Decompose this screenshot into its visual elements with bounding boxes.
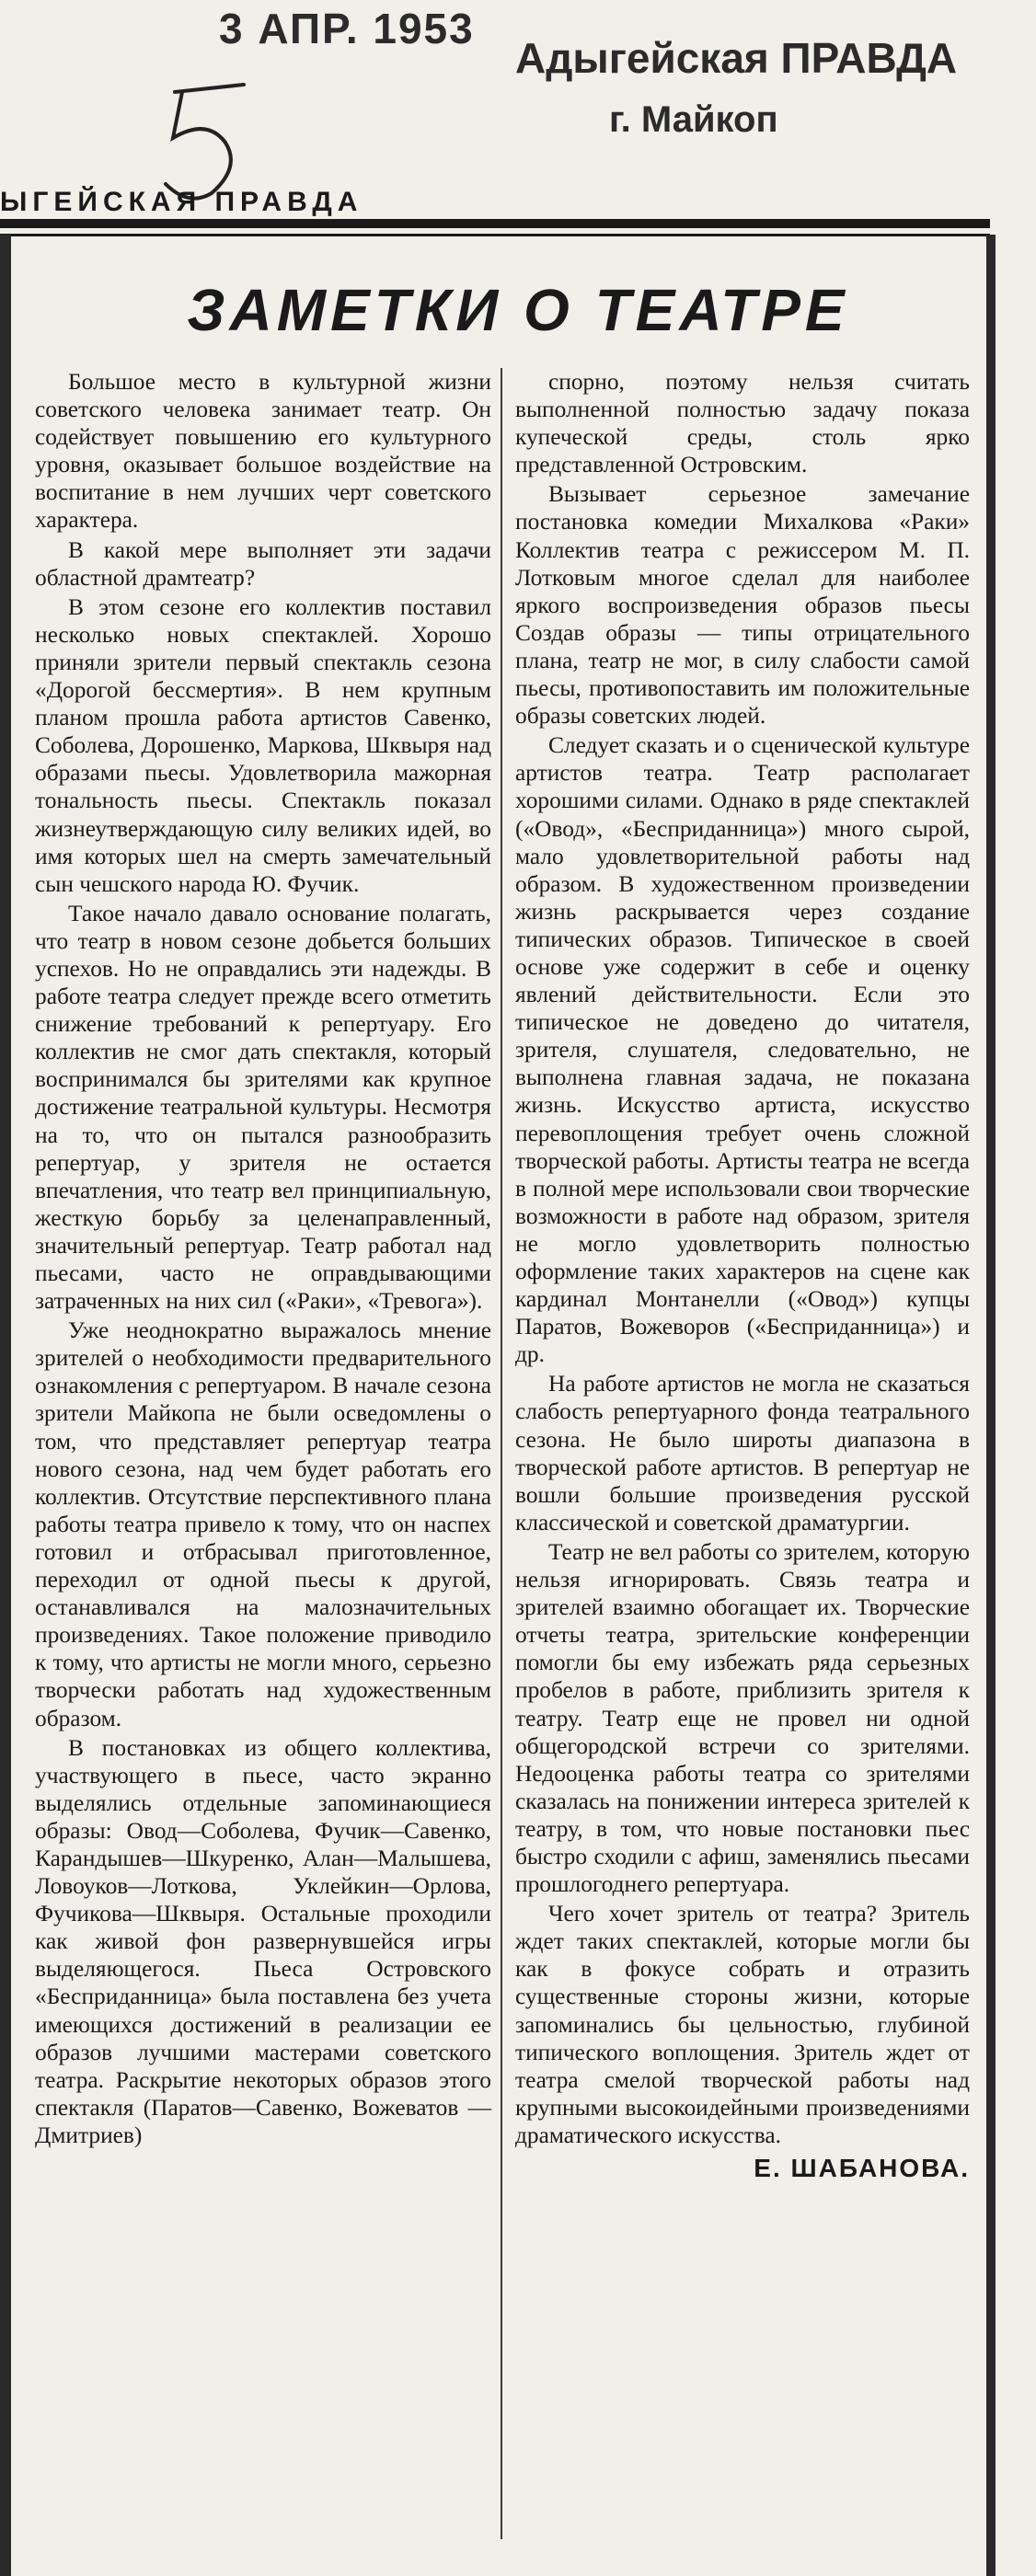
paragraph: В какой мере выполняет эти задачи областной драмтеатр? [35,536,491,591]
left-edge-border [0,235,11,2576]
paragraph: Чего хочет зритель от театра? Зритель ждет таких спектаклей, которые могли бы как в фокусе собрать и отразить существенные стороны жизни, которые запоминались бы цельностью, глубиной типического воплощения. Зритель ждет от театра смелой творческой работы над крупными высокоидейными произведениями драматического искусства. [515,1901,970,2148]
paragraph: спорно, поэтому нельзя считать выполненной полностью задачу показа купеческой среды, столь ярко представленной Островским. [515,369,970,478]
paragraph: В постановках из общего коллектива, участвующего в пьесе, часто экранно выделялись отдельные запоминающиеся образы: Овод—Соболева, Фучик—Савенко, Карандышев—Шкуренко, Алан—Малышева, Ловоуков—Лоткова, Уклейкин—Орлова, Фучикова—Шквыря. Остальные проходили как живой фон развернувшейся игры выделяющегося. Пьеса Островского «Бесприданница» была поставлена без учета имеющихся достижений в реализации ее образов лучшими мастерами советского театра. Раскрытие некоторых образов этого спектакля (Паратов—Савенко, Вожеватов — Дмитриев) [35,1734,491,2148]
city-stamp: г. Майкоп [609,99,778,140]
paragraph: Большое место в культурной жизни советского человека занимает театр. Он содействует повышению его культурного уровня, оказывает большое воздействие на воспитание в нем лучших черт советского характера. [35,369,491,534]
paragraph: Вызывает серьезное замечание постановка комедии Михалкова «Раки» Коллектив театра с режиссером М. П. Лотковым многое сделал для наиболее яркого воспроизведения образов пьесы Создав образы — типы отрицательного плана, театр не мог, в силу слабости самой пьесы, противопоставить им положительные образы советских людей. [515,481,970,730]
article-title: ЗАМЕТКИ О ТЕАТРЕ [187,277,849,343]
date-stamp: 3 АПР. 1953 [219,5,475,52]
author-signature: Е. ШАБАНОВА. [754,2154,970,2182]
paragraph: Следует сказать и о сценической культуре артистов театра. Театр располагает хорошими силами. Однако в ряде спектаклей («Овод», «Бесприданница») много сырой, мало удовлетворительной работы над образом. В художественном произведении жизнь раскрывается через создание типических образов. Типическое в своей основе уже содержит в себе и оценку явлений действительности. Если это типическое не доведено до читателя, зрителя, слушателя, следовательно, не выполнена главная задача, не показана жизнь. Искусство артиста, искусство перевоплощения требует очень сложной творческой работы. Артисты театра не всегда в полной мере использовали свои творческие возможности в работе над образом, зрителя не могло удовлетворить полностью оформление таких характеров на сцене как кардинал Монтанелли («Овод») купцы Паратов, Вожеворов («Бесприданница») и др. [515,732,970,1368]
right-edge-border [986,235,996,2576]
masthead: ЫГЕЙСКАЯ ПРАВДА [0,187,363,217]
paragraph: Театр не вел работы со зрителем, которую нельзя игнорировать. Связь театра и зрителей взаимно обогащает их. Творческие отчеты театра, зрительские конференции помогли бы ему избежать ряда серьезных пробелов в работе, приблизить зрителя к театру. Театр еще не провел ни одной общегородской встречи со зрителями. Недооценка работы театра со зрителями сказалась на понижении интереса зрителей к театру, в том, что новые постановки пьес быстро сходили с афиш, заменялись пьесами прошлогоднего репертуара. [515,1538,970,1898]
paragraph: Уже неоднократно выражалось мнение зрителей о необходимости предварительного ознакомления с репертуаром. В начале сезона зрители Майкопа не были осведомлены о том, что представляет репертуар театра нового сезона, над чем будет работать его коллектив. Отсутствие перспективного плана работы театра привело к тому, что он наспех готовил и отбрасывал приготовленное, переходил от одной пьесы к другой, останавливался на малозначительных произведениях. Такое положение приводило к тому, что артисты не могли много, серьезно творчески работать над художественным образом. [35,1317,491,1731]
paragraph: Такое начало давало основание полагать, что театр в новом сезоне добьется больших успехов. Но не оправдались эти надежды. В работе театра следует прежде всего отметить снижение требований к репертуару. Его коллектив не смог дать спектакля, который воспринимался бы зрителями как крупное достижение театральной культуры. Несмотря на то, что он пытался разнообразить репертуар, у зрителя не остается впечатления, что театр вел принципиальную, жесткую борьбу за целенаправленный, значительный репертуар. Театр работал над пьесами, часто не оправдывающими затраченных на них сил («Раки», «Тревога»). [35,900,491,1315]
top-rule-thin [0,234,990,236]
handwritten-number-mark [138,64,276,202]
newspaper-stamp: Адыгейская ПРАВДА [515,34,958,82]
article-column-right [515,368,970,2548]
paragraph: На работе артистов не могла не сказаться слабость репертуарного фонда театрального сезона. Не было широты диапазона в творческой работе артистов. В репертуар не вошли большие произведения русской классической и советской драматургии. [515,1371,970,1535]
top-rule [0,219,990,228]
paragraph: В этом сезоне его коллектив поставил несколько новых спектаклей. Хорошо приняли зрители первый спектакль сезона «Дорогой бессмертия». В нем крупным планом прошла работа артистов Савенко, Соболева, Дорошенко, Маркова, Шквыря над образами пьесы. Удовлетворила мажорная тональность пьесы. Спектакль показал жизнеутверждающую силу великих идей, во имя которых шел на смерть замечательный сын чешского народа Ю. Фучик. [35,593,491,897]
column-divider [501,368,502,2539]
article-column-left [35,368,491,2548]
